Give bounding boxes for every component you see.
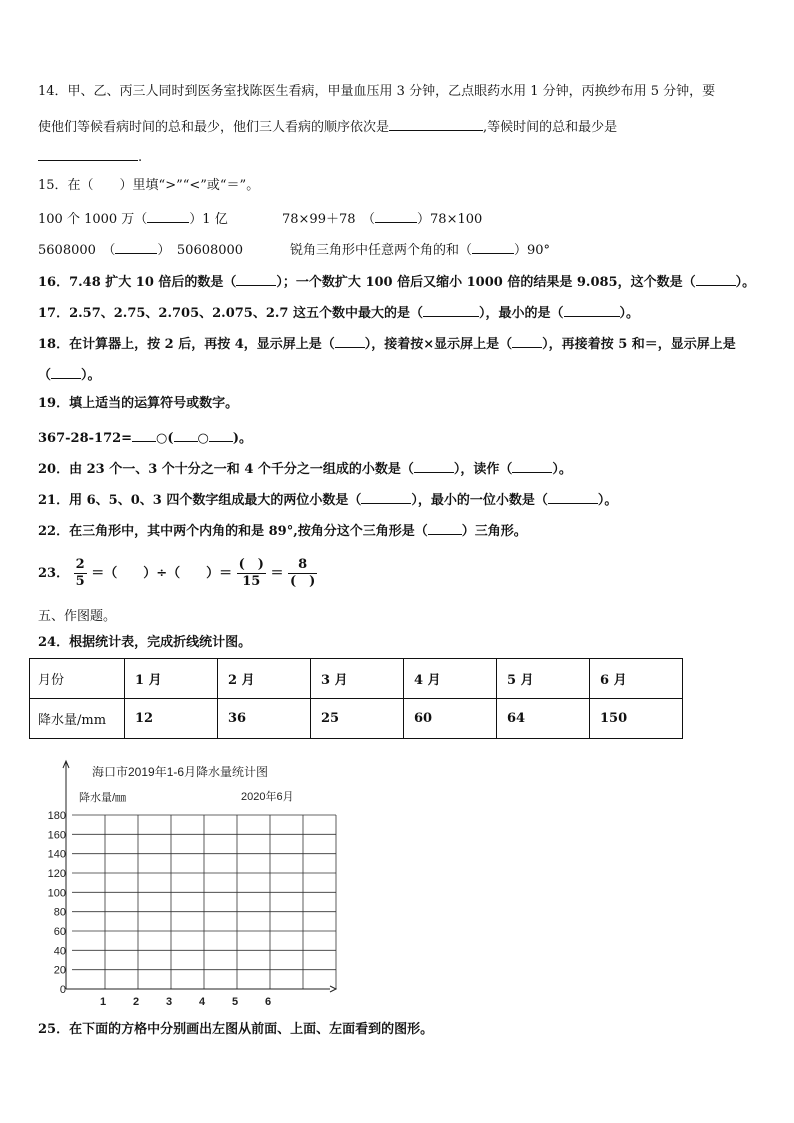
q18-line2: （ ）。 — [38, 364, 101, 385]
q23-fraction-3[interactable]: $\frac{8}{( )}$ — [290, 557, 316, 589]
q23-fraction-1: $\frac{2}{5}$ — [75, 557, 85, 589]
q18-blank-2[interactable] — [512, 333, 542, 348]
q21-blank-1[interactable] — [361, 489, 411, 504]
q16: 16．7.48 扩大 10 倍后的数是（ ）；一个数扩大 100 倍后又缩小 1000 倍的结果是 9.085，这个数是（ ）。 — [38, 271, 755, 292]
table-header-rainfall: 降水量/mm — [30, 699, 125, 739]
table-row-rainfall — [30, 699, 683, 739]
q24-title: 24．根据统计表，完成折线统计图。 — [38, 635, 252, 650]
table-cell-value: 25 — [311, 699, 404, 739]
q19-blank-3[interactable] — [209, 427, 233, 442]
table-cell-month: 3 月 — [311, 659, 404, 699]
x-tick-label: 5 — [231, 996, 239, 1008]
q23-fraction-2[interactable]: $\frac{( )}{15}$ — [238, 557, 264, 589]
table-cell-month: 1 月 — [125, 659, 218, 699]
section-5-heading: 五、作图题。 — [38, 609, 117, 624]
y-tick-label: 60 — [53, 926, 66, 938]
q20-blank-2[interactable] — [512, 458, 552, 473]
table-cell-value: 60 — [404, 699, 497, 739]
q15-row2b: 锐角三角形中任意两个角的和（ ）90° — [290, 239, 550, 260]
q15-row2a: 5608000 （ ） 50608000 — [38, 239, 243, 260]
q14-line1: 14．甲、乙、丙三人同时到医务室找陈医生看病，甲量血压用 3 分钟，乙点眼药水用 1 分钟，丙换纱布用 5 分钟，要 — [38, 84, 716, 99]
x-tick-label: 6 — [264, 996, 272, 1008]
q19-blank-1[interactable] — [132, 427, 156, 442]
rainfall-table — [29, 658, 683, 739]
table-cell-month: 4 月 — [404, 659, 497, 699]
q23-middle[interactable]: ＝（ ）÷（ ）＝ — [91, 566, 233, 581]
q17: 17．2.57、2.75、2.705、2.075、2.7 这五个数中最大的是（ ），最小的是（ ）。 — [38, 302, 639, 323]
q22-blank[interactable] — [428, 520, 462, 535]
chart-grid — [72, 815, 336, 989]
q20: 20．由 23 个一、3 个十分之一和 4 个千分之一组成的小数是（ ），读作（ ）。 — [38, 458, 572, 479]
q15-row1b: 78×99＋78 （ ）78×100 — [282, 208, 482, 229]
table-cell-value: 150 — [590, 699, 683, 739]
q21: 21．用 6、5、0、3 四个数字组成最大的两位小数是（ ），最小的一位小数是（ ）。 — [38, 489, 617, 510]
y-tick-label: 160 — [47, 829, 66, 842]
q17-blank-min[interactable] — [564, 302, 620, 317]
y-tick-label: 140 — [47, 848, 66, 861]
y-tick-label: 180 — [47, 810, 66, 822]
q15-blank-4[interactable] — [472, 239, 514, 254]
q16-blank-1[interactable] — [236, 271, 276, 286]
q21-blank-2[interactable] — [548, 489, 598, 504]
chart-title: 海口市2019年1-6月降水量统计图 — [92, 765, 269, 779]
table-row-months — [30, 659, 683, 699]
rainfall-line-chart[interactable] — [30, 752, 350, 1012]
q15-row1a: 100 个 1000 万（ ）1 亿 — [38, 208, 228, 229]
table-cell-value: 36 — [218, 699, 311, 739]
chart-y-ticks — [48, 810, 66, 996]
q15-blank-1[interactable] — [147, 208, 189, 223]
table-header-month: 月份 — [30, 659, 125, 699]
q18-blank-3[interactable] — [51, 364, 81, 379]
q22: 22．在三角形中，其中两个内角的和是 89°,按角分这个三角形是（ ）三角形。 — [38, 520, 527, 541]
q16-blank-2[interactable] — [696, 271, 736, 286]
y-tick-label: 80 — [53, 906, 66, 919]
table-cell-month: 6 月 — [590, 659, 683, 699]
x-tick-label: 3 — [165, 996, 173, 1008]
q15-blank-2[interactable] — [375, 208, 417, 223]
x-axis-arrow — [330, 986, 336, 992]
chart-x-ticks — [100, 996, 271, 1008]
q18-blank-1[interactable] — [335, 333, 365, 348]
x-tick-label: 2 — [132, 996, 140, 1008]
q15-blank-3[interactable] — [115, 239, 157, 254]
y-tick-label: 120 — [47, 868, 66, 880]
q14-line3: . — [38, 146, 142, 167]
y-tick-label: 0 — [59, 984, 66, 996]
q19-title: 19．填上适当的运算符号或数字。 — [38, 396, 239, 411]
q19-expr: 367-28-172= ○( ○ )。 — [38, 427, 252, 448]
y-tick-label: 40 — [53, 945, 66, 958]
chart-date: 2020年6月 — [241, 791, 294, 803]
table-cell-value: 64 — [497, 699, 590, 739]
chart-ylabel: 降水量/㎜ — [79, 792, 127, 804]
x-tick-label: 1 — [99, 996, 107, 1008]
q23: 23． $\frac{2}{5}$ ＝（ ）÷（ ）＝ $\frac{( )}{15}$ ＝ $\frac{8}{( )}$ — [38, 557, 316, 589]
table-cell-value: 12 — [125, 699, 218, 739]
q20-blank-1[interactable] — [414, 458, 454, 473]
q17-blank-max[interactable] — [423, 302, 479, 317]
y-tick-label: 100 — [47, 887, 66, 900]
q14-blank-order[interactable] — [389, 116, 483, 131]
y-tick-label: 20 — [53, 964, 66, 977]
table-cell-month: 5 月 — [497, 659, 590, 699]
table-cell-month: 2 月 — [218, 659, 311, 699]
q25: 25．在下面的方格中分别画出左图从前面、上面、左面看到的图形。 — [38, 1022, 434, 1037]
x-tick-label: 4 — [198, 996, 206, 1008]
q19-blank-2[interactable] — [174, 427, 198, 442]
q14-line2: 使他们等候看病时间的总和最少，他们三人看病的顺序依次是 ,等候时间的总和最少是 — [38, 116, 617, 137]
q14-blank-total[interactable] — [38, 146, 138, 161]
q15-title: 15．在（ ）里填“>”“<”或“＝”。 — [38, 178, 260, 193]
q18-line1: 18．在计算器上，按 2 后，再按 4，显示屏上是（ ），接着按×显示屏上是（ ），再接着按 5 和＝，显示屏上是 — [38, 333, 736, 354]
